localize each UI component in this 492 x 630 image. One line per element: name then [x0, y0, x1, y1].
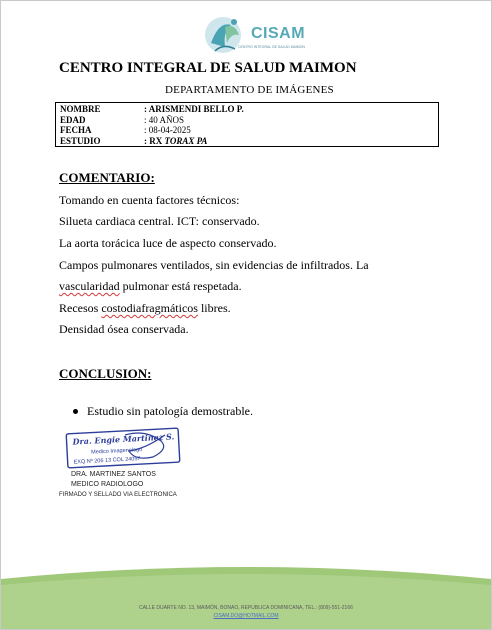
stamp-exequatur: EXQ Nº 206 13 COL 24057	[73, 456, 141, 466]
logo-subtitle: CENTRO INTEGRAL DE SALUD MAIMON	[238, 45, 305, 49]
patient-row-date	[60, 125, 434, 136]
stamp-name: Dra. Engie Martinez S.	[72, 431, 175, 447]
stamp-role: Medico Imagenologo	[91, 447, 143, 456]
comment-line: Tomando en cuenta factores técnicos:	[59, 193, 240, 207]
logo-text: CISAM	[251, 25, 306, 42]
study-italic: TORAX PA	[164, 135, 208, 146]
clinic-title: CENTRO INTEGRAL DE SALUD MAIMON	[59, 60, 357, 76]
comment-line: Silueta cardiaca central. ICT: conservado.	[59, 214, 260, 228]
comment-line: Campos pulmonares ventilados, sin evidencias de infiltrados. La	[59, 258, 369, 272]
comment-line	[59, 301, 231, 316]
conclusion-heading: CONCLUSION:	[59, 366, 152, 381]
signature-name: DRA. MARTINEZ SANTOS	[71, 471, 156, 478]
conclusion-item: Estudio sin patología demostrable.	[87, 404, 253, 418]
patient-value: : 08-04-2025	[144, 125, 191, 135]
patient-label: EDAD	[60, 114, 86, 125]
comment-line	[59, 279, 242, 294]
patient-info-box	[55, 102, 439, 147]
spellcheck-word: vascularidad	[59, 279, 120, 293]
patient-value	[144, 136, 434, 147]
study-prefix: : RX	[144, 135, 165, 146]
signature-role: MEDICO RADIOLOGO	[71, 481, 144, 488]
footer-address: CALLE DUARTE NO. 13, MAIMÓN, BONAO, REPUBLICA DOMINICANA, TEL.: (809)-551-2166	[139, 605, 353, 611]
patient-row-age	[60, 115, 434, 126]
spellcheck-word: costodiafragmáticos	[101, 301, 198, 315]
patient-row-name	[60, 104, 434, 115]
patient-row-study	[60, 136, 434, 147]
signature-note: FIRMADO Y SELLADO VIA ELECTRONICA	[59, 492, 177, 498]
comment-line: La aorta torácica luce de aspecto conservado.	[59, 236, 277, 250]
bullet-icon	[73, 409, 78, 414]
patient-value: : ARISMENDI BELLO P.	[144, 104, 244, 114]
patient-label: FECHA	[60, 125, 92, 135]
footer-wave	[1, 561, 491, 630]
comment-line: Densidad ósea conservada.	[59, 322, 189, 336]
comentario-heading: COMENTARIO:	[59, 170, 155, 185]
signature-stamp	[65, 427, 185, 469]
patient-label: NOMBRE	[60, 104, 101, 114]
footer-email[interactable]: CISAM.DO@HOTMAIL.COM	[213, 613, 279, 619]
comment-text: pulmonar está respetada.	[119, 279, 242, 293]
patient-label: ESTUDIO	[60, 135, 101, 146]
comment-text: Recesos	[59, 301, 102, 315]
comment-text: libres.	[197, 301, 231, 315]
department-title: DEPARTAMENTO DE IMÁGENES	[165, 84, 334, 96]
patient-value: : 40 AÑOS	[144, 114, 185, 125]
